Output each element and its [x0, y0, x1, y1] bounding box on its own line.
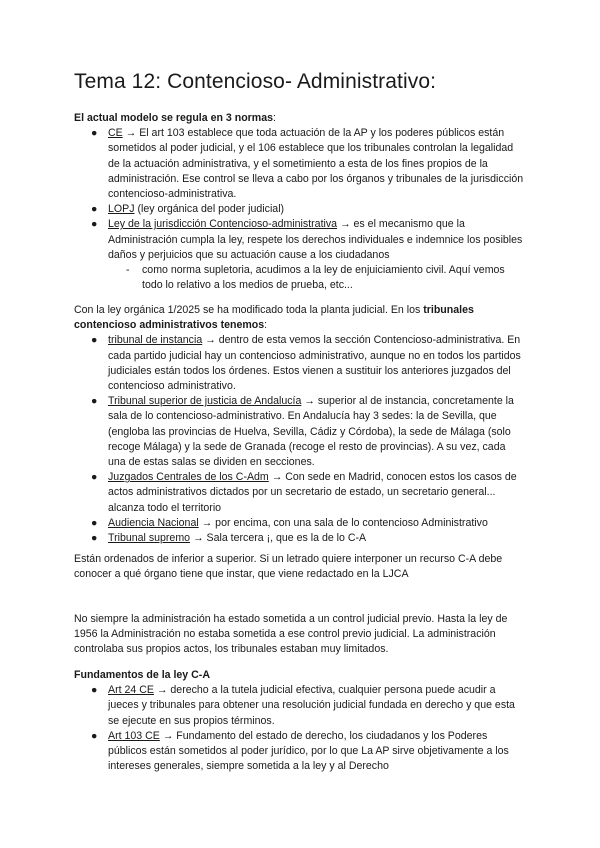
- item-text: → dentro de esta vemos la sección Contencioso-administrativa. En cada partido judicial hay un contencioso administrativo, aunque no en todos los partidos judiciales están todos los órdenes. Estos vienen a sustituir los anteriores juzgados del contencioso administrativo.: [108, 334, 521, 393]
- section-heading: Fundamentos de la ley C-A: [74, 669, 210, 681]
- section-historia: [74, 612, 524, 658]
- bullet-icon: ●: [91, 334, 98, 347]
- list-item: [74, 683, 524, 729]
- dash-icon: -: [126, 264, 130, 277]
- sub-item-text: como norma supletoria, acudimos a la ley de enjuiciamiento civil. Aquí vemos todo lo relativo a los medios de prueba, etc...: [142, 264, 505, 292]
- term: Art 103 CE: [108, 729, 160, 742]
- term: Art 24 CE: [108, 684, 154, 697]
- item-text: → Fundamento del estado de derecho, los ciudadanos y los Poderes públicos están sometidos al poder jurídico, por lo que La AP sirve objetivamente a los intereses generales, siempre sometida a la ley y al Derecho: [108, 729, 509, 773]
- closing-paragraph: Están ordenados de inferior a superior. Si un letrado quiere interponer un recurso C-A debe conocer a qué órgano tiene que instar, que viene redactado en la LJCA: [74, 553, 503, 581]
- term: Audiencia Nacional: [108, 516, 199, 529]
- section-intro: Con la ley orgánica 1/2025 se ha modificado toda la planta judicial. En los tribunales contencioso administrativos tenemos:: [74, 304, 474, 332]
- sub-list-item: [74, 263, 524, 293]
- bullet-icon: ●: [91, 532, 98, 545]
- item-text: → El art 103 establece que toda actuación de la AP y los poderes públicos están sometidos al poder judicial, y el 106 establece que los tribunales controlan la legalidad de la actuación administrativa, y el sometimiento a esta de los fines propios de la administración. Ese control se lleva a cabo por los órganos y tribunales de la jurisdicción contencioso-administrativa.: [108, 127, 524, 201]
- section-fundamentos: [74, 668, 524, 774]
- tribunales-list: [74, 333, 524, 546]
- bullet-icon: ●: [91, 203, 98, 216]
- section-orden: [74, 552, 524, 582]
- bullet-icon: ●: [91, 471, 98, 484]
- bullet-icon: ●: [91, 395, 98, 408]
- normas-list: [74, 126, 524, 263]
- item-text: → Con sede en Madrid, conocen estos los casos de actos administrativos dictados por un secretario de estado, un secretario general... alcanza todo el territorio: [108, 471, 517, 514]
- item-text: (ley orgánica del poder judicial): [134, 203, 285, 216]
- list-item: [74, 531, 524, 546]
- list-item: [74, 126, 524, 202]
- item-text: → superior al de instancia, concretamente la sala de lo contencioso-administrativo. En Andalucía hay 3 sedes: la de Sevilla, que (engloba las provincias de Huelva, Sevilla, Cádiz y Córdoba), la sede de Málaga (solo recoge Málaga) y la sede de Granada (recoge el resto de provincias). A su vez, cada una de estas salas se dividen en secciones.: [108, 395, 514, 469]
- bullet-icon: ●: [91, 516, 98, 529]
- page-title: Tema 12: Contencioso- Administrativo:: [74, 70, 437, 93]
- term: Juzgados Centrales de los C-Adm: [108, 471, 269, 484]
- bullet-icon: ●: [91, 127, 98, 140]
- sub-list: [74, 263, 524, 293]
- term: CE: [108, 127, 123, 140]
- section-normas: [74, 111, 524, 293]
- bullet-icon: ●: [91, 218, 98, 231]
- fundamentos-list: [74, 683, 524, 774]
- term: Ley de la jurisdicción Contencioso-administrativa: [108, 218, 338, 231]
- term: tribunal de instancia: [108, 334, 203, 347]
- term: Tribunal superior de justicia de Andalucía: [108, 395, 302, 408]
- list-item: [74, 333, 524, 394]
- item-text: → es el mecanismo que la Administración cumpla la ley, respete los derechos individuales e indemnice los posibles daños y perjuicios que su actuación cause a los ciudadanos: [108, 218, 523, 261]
- section-heading: El actual modelo se regula en 3 normas:: [74, 112, 276, 124]
- list-item: [74, 394, 524, 470]
- term: Tribunal supremo: [108, 532, 191, 545]
- item-text: → derecho a la tutela judicial efectiva, cualquier persona puede acudir a jueces y tribunales para obtener una resolución judicial fundada en derecho y que esta se ejecute en sus propios términos.: [108, 684, 515, 727]
- history-paragraph: No siempre la administración ha estado sometida a un control judicial previo. Hasta la ley de 1956 la Administración no estaba sometida a ese control previo judicial. La administración controlaba sus propios actos, los tribunales estaban muy limitados.: [74, 613, 508, 656]
- term: LOPJ: [108, 203, 135, 216]
- bullet-icon: ●: [91, 729, 98, 742]
- bullet-icon: ●: [91, 684, 98, 697]
- list-item: [74, 202, 524, 217]
- section-tribunales: [74, 303, 524, 546]
- item-text: → por encima, con una sala de lo contencioso Administrativo: [198, 516, 488, 529]
- list-item: [74, 470, 524, 516]
- list-item: [74, 729, 524, 775]
- item-text: → Sala tercera ¡, que es la de lo C-A: [190, 532, 367, 545]
- list-item: [74, 516, 524, 531]
- list-item: [74, 217, 524, 263]
